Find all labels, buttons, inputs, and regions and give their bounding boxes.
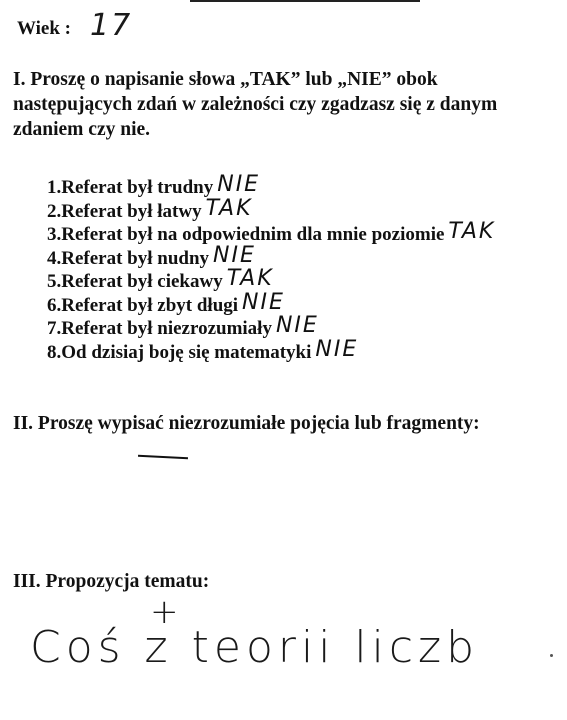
questions-list	[47, 172, 496, 363]
question-text: 3.Referat był na odpowiednim dla mnie poziomie	[47, 224, 445, 245]
handwritten-answer: TAK	[448, 219, 496, 244]
handwritten-answer: NIE	[315, 336, 359, 362]
handwritten-answer: NIE	[275, 313, 319, 338]
question-item	[47, 172, 495, 199]
handwritten-answer: NIE	[242, 289, 285, 315]
section-2-heading: II. Proszę wypisać niezrozumiałe pojęcia lub fragmenty:	[13, 413, 480, 434]
handwritten-topic-answer: Coś z teorii liczb	[30, 622, 480, 673]
question-item	[47, 219, 496, 246]
section-3-heading: III. Propozycja tematu:	[13, 571, 210, 592]
question-item	[47, 289, 495, 317]
question-item	[47, 313, 495, 340]
question-text: 8.Od dzisiaj boję się matematyki	[47, 341, 312, 363]
scan-speck	[550, 654, 553, 657]
question-text: 6.Referat był zbyt długi	[47, 294, 239, 316]
question-text: 2.Referat był łatwy	[47, 200, 202, 222]
age-label: Wiek :	[17, 18, 72, 39]
handwritten-answer: NIE	[217, 172, 261, 197]
question-item	[47, 266, 495, 293]
question-item	[47, 336, 495, 364]
question-item	[47, 195, 495, 223]
handwritten-answer: TAK	[205, 195, 253, 221]
question-text: 7.Referat był niezrozumiały	[47, 318, 272, 339]
question-text: 1.Referat był trudny	[47, 177, 214, 198]
question-text: 5.Referat był ciekawy	[47, 271, 223, 292]
question-text: 4.Referat był nudny	[47, 247, 210, 269]
handwritten-answer: NIE	[213, 242, 256, 268]
section-1-instructions: I. Proszę o napisanie słowa „TAK” lub „NIE” obok następujących zdań w zależności czy zgadzasz się z danym zdaniem czy nie.	[13, 69, 498, 140]
age-value-handwritten: 17	[90, 8, 133, 43]
handwritten-answer: TAK	[226, 266, 274, 291]
handwritten-cross-mark: +	[150, 592, 181, 632]
handwritten-dash-answer	[138, 455, 188, 460]
scan-edge-line	[190, 0, 420, 2]
